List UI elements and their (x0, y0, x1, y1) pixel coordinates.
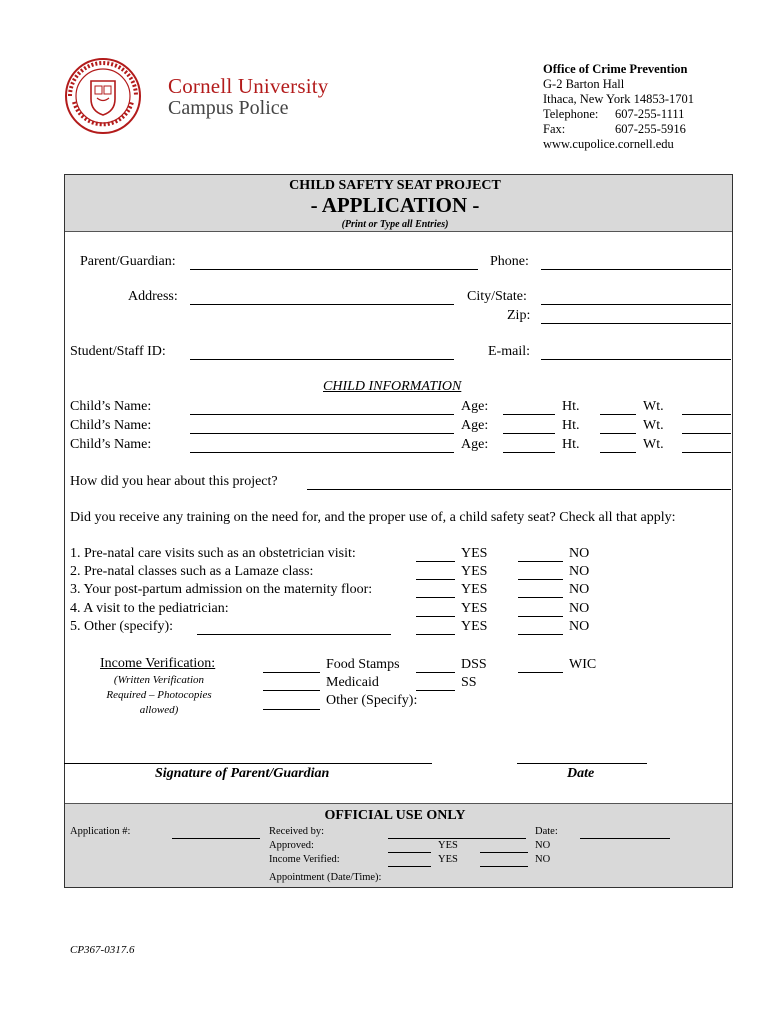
phone-field[interactable] (541, 269, 731, 270)
parent-signature-field[interactable] (64, 763, 432, 764)
income-verified-yes-checkbox[interactable] (388, 866, 431, 867)
height-field[interactable] (600, 452, 636, 453)
weight-label: Wt. (643, 418, 664, 433)
yes-label: YES (461, 619, 488, 634)
parent-signature-label: Signature of Parent/Guardian (155, 766, 330, 781)
child-name-label: Child’s Name: (70, 437, 152, 452)
income-verification-note (90, 673, 228, 718)
training-yes-checkbox[interactable] (416, 616, 455, 617)
no-label: NO (535, 840, 551, 851)
training-yes-checkbox[interactable] (416, 579, 455, 580)
training-no-checkbox[interactable] (518, 597, 563, 598)
weight-field[interactable] (682, 452, 731, 453)
telephone-label: Telephone: (543, 107, 599, 121)
city-state-label: City/State: (467, 289, 527, 304)
office-name: Office of Crime Prevention (543, 62, 688, 76)
address-label: Address: (128, 289, 178, 304)
age-label: Age: (461, 418, 489, 433)
university-name: Cornell University (168, 74, 329, 98)
zip-label: Zip: (507, 308, 531, 323)
child-name-label: Child’s Name: (70, 418, 152, 433)
address-field[interactable] (190, 304, 454, 305)
training-no-checkbox[interactable] (518, 616, 563, 617)
yes-label: YES (461, 546, 488, 561)
approved-no-checkbox[interactable] (480, 852, 528, 853)
office-website[interactable]: www.cupolice.cornell.edu (543, 137, 674, 151)
fax-label: Fax: (543, 122, 566, 136)
height-label: Ht. (562, 399, 580, 414)
received-by-field[interactable] (388, 838, 526, 839)
age-field[interactable] (503, 452, 555, 453)
parent-guardian-label: Parent/Guardian: (80, 254, 176, 269)
training-other-field[interactable] (197, 634, 391, 635)
age-label: Age: (461, 437, 489, 452)
training-item: 2. Pre-natal classes such as a Lamaze class: (70, 564, 314, 579)
hear-about-label: How did you hear about this project? (70, 474, 278, 489)
project-title: CHILD SAFETY SEAT PROJECT (289, 178, 501, 193)
office-address1: G-2 Barton Hall (543, 77, 625, 91)
training-no-checkbox[interactable] (518, 561, 563, 562)
yes-label: YES (438, 854, 458, 865)
income-verified-label: Income Verified: (269, 854, 340, 865)
approved-label: Approved: (269, 840, 314, 851)
height-label: Ht. (562, 418, 580, 433)
training-yes-checkbox[interactable] (416, 561, 455, 562)
other-income-checkbox[interactable] (263, 709, 320, 710)
income-note-line: (Written Verification (113, 674, 205, 686)
no-label: NO (569, 564, 590, 579)
official-use-title: OFFICIAL USE ONLY (324, 808, 466, 823)
training-question: Did you receive any training on the need for, and the proper use of, a child safety seat? Check all that apply: (70, 510, 676, 525)
no-label: NO (569, 582, 590, 597)
wic-checkbox[interactable] (518, 672, 563, 673)
age-field[interactable] (503, 414, 555, 415)
telephone-number: 607-255-1111 (615, 107, 685, 121)
signature-date-label: Date (567, 766, 595, 781)
application-number-label: Application #: (70, 826, 131, 837)
yes-label: YES (461, 564, 488, 579)
training-no-checkbox[interactable] (518, 579, 563, 580)
weight-field[interactable] (682, 414, 731, 415)
income-note-line: allowed) (139, 704, 179, 716)
signature-date-field[interactable] (517, 763, 647, 764)
child-info-heading: CHILD INFORMATION (323, 379, 462, 394)
official-date-label: Date: (535, 826, 558, 837)
training-item: 1. Pre-natal care visits such as an obstetrician visit: (70, 546, 356, 561)
training-yes-checkbox[interactable] (416, 634, 455, 635)
unit-name: Campus Police (168, 97, 289, 119)
ss-checkbox[interactable] (416, 690, 455, 691)
hear-about-field[interactable] (307, 489, 731, 490)
medicaid-label: Medicaid (326, 675, 379, 690)
height-field[interactable] (600, 414, 636, 415)
city-state-field[interactable] (541, 304, 731, 305)
office-address2: Ithaca, New York 14853-1701 (543, 92, 695, 106)
ss-label: SS (461, 675, 477, 690)
parent-guardian-field[interactable] (190, 269, 478, 270)
application-title: - APPLICATION - (310, 193, 480, 217)
food-stamps-checkbox[interactable] (263, 672, 320, 673)
other-income-label: Other (Specify): (326, 693, 418, 708)
training-no-checkbox[interactable] (518, 634, 563, 635)
email-field[interactable] (541, 359, 731, 360)
form-instruction: (Print or Type all Entries) (341, 219, 449, 230)
age-label: Age: (461, 399, 489, 414)
yes-label: YES (438, 840, 458, 851)
child-name-field[interactable] (190, 414, 454, 415)
age-field[interactable] (503, 433, 555, 434)
phone-label: Phone: (490, 254, 529, 269)
received-by-label: Received by: (269, 826, 325, 837)
appointment-label: Appointment (Date/Time): (269, 872, 382, 883)
official-date-field[interactable] (580, 838, 670, 839)
no-label: NO (569, 546, 590, 561)
training-item: 3. Your post-partum admission on the maternity floor: (70, 582, 373, 597)
height-label: Ht. (562, 437, 580, 452)
training-yes-checkbox[interactable] (416, 597, 455, 598)
child-name-label: Child’s Name: (70, 399, 152, 414)
fax-number: 607-255-5916 (615, 122, 686, 136)
height-field[interactable] (600, 433, 636, 434)
yes-label: YES (461, 582, 488, 597)
medicaid-checkbox[interactable] (263, 690, 320, 691)
training-item: 5. Other (specify): (70, 619, 174, 634)
training-item: 4. A visit to the pediatrician: (70, 601, 229, 616)
office-address-block (543, 62, 694, 152)
email-label: E-mail: (488, 344, 530, 359)
weight-label: Wt. (643, 399, 664, 414)
yes-label: YES (461, 601, 488, 616)
form-code: CP367-0317.6 (70, 944, 135, 956)
application-number-field[interactable] (172, 838, 260, 839)
dss-label: DSS (461, 657, 487, 672)
student-staff-id-field[interactable] (190, 359, 454, 360)
dss-checkbox[interactable] (416, 672, 455, 673)
food-stamps-label: Food Stamps (326, 657, 400, 672)
wic-label: WIC (569, 657, 597, 672)
income-note-line: Required – Photocopies (106, 689, 212, 701)
no-label: NO (569, 601, 590, 616)
student-staff-id-label: Student/Staff ID: (70, 344, 166, 359)
child-name-field[interactable] (190, 452, 454, 453)
zip-field[interactable] (541, 323, 731, 324)
approved-yes-checkbox[interactable] (388, 852, 431, 853)
cornell-seal-logo (64, 57, 142, 135)
weight-field[interactable] (682, 433, 731, 434)
income-verified-no-checkbox[interactable] (480, 866, 528, 867)
weight-label: Wt. (643, 437, 664, 452)
no-label: NO (535, 854, 551, 865)
income-verification-label: Income Verification: (100, 656, 216, 671)
no-label: NO (569, 619, 590, 634)
child-name-field[interactable] (190, 433, 454, 434)
